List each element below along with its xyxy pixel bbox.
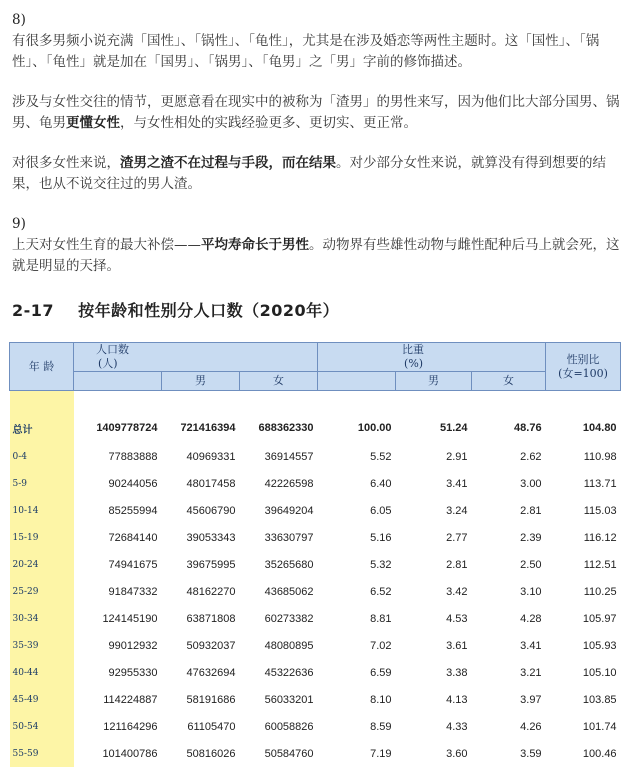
value-cell: 48.76: [514, 422, 542, 434]
value-cell: 48162270: [186, 585, 236, 598]
value-cell: 101.74: [582, 720, 617, 733]
value-cell: 3.59: [520, 747, 542, 760]
value-cell: 6.05: [370, 504, 392, 517]
value-cell: 61105470: [187, 720, 236, 733]
value-cell: 110.25: [583, 585, 617, 598]
population-table-container: [9, 342, 620, 760]
age-group-cell: 50-54: [10, 713, 74, 740]
value-cell: 3.24: [446, 504, 468, 517]
age-group-cell: 总计: [10, 413, 74, 443]
value-cell: 114224887: [103, 693, 158, 706]
table-row: [10, 497, 621, 524]
value-cell: 60058826: [264, 720, 314, 733]
table-row: [10, 632, 621, 659]
header-population: 人口数 (人): [74, 343, 318, 372]
value-cell: 35265680: [264, 558, 314, 571]
value-cell: 63871808: [186, 612, 236, 625]
age-group-cell: 30-34: [10, 605, 74, 632]
header-population-female: 女: [240, 372, 318, 391]
paragraph: [12, 31, 623, 73]
table-row: [10, 686, 621, 713]
value-cell: 48017458: [186, 477, 236, 490]
paragraph-text: ，与女性相处的实践经验更多、更切实、更正常。: [120, 115, 417, 131]
age-group-cell: 20-24: [10, 551, 74, 578]
age-group-cell: 35-39: [10, 632, 74, 659]
value-cell: 45322636: [264, 666, 314, 679]
value-cell: 6.52: [370, 585, 392, 598]
value-cell: 56033201: [264, 693, 314, 706]
value-cell: 2.39: [520, 531, 542, 544]
age-group-cell: 0-4: [10, 443, 74, 470]
value-cell: 58191686: [186, 693, 236, 706]
population-table: [9, 342, 621, 767]
value-cell: 39649204: [264, 504, 314, 517]
value-cell: 51.24: [440, 422, 468, 434]
value-cell: 4.13: [446, 693, 468, 706]
value-cell: 8.10: [370, 693, 392, 706]
emphasis-text: 渣男之渣不在过程与手段，而在结果: [120, 155, 336, 171]
value-cell: 50584760: [264, 747, 314, 760]
value-cell: 2.77: [446, 531, 468, 544]
table-row: [10, 470, 621, 497]
value-cell: 124145190: [102, 612, 158, 625]
header-population-male: 男: [162, 372, 240, 391]
value-cell: 4.33: [446, 720, 468, 733]
value-cell: 39053343: [186, 531, 236, 544]
value-cell: 50932037: [186, 639, 236, 652]
value-cell: 2.91: [446, 450, 468, 463]
value-cell: 115.03: [583, 504, 617, 517]
value-cell: 5.16: [370, 531, 392, 544]
value-cell: 112.51: [583, 558, 617, 571]
header-ratio-female: 女: [472, 372, 546, 391]
value-cell: 105.93: [582, 639, 617, 652]
value-cell: 3.21: [520, 666, 542, 679]
value-cell: 6.40: [370, 477, 392, 490]
header-ratio-total-blank: [318, 372, 396, 391]
age-group-cell: 40-44: [10, 659, 74, 686]
value-cell: 721416394: [180, 422, 236, 434]
table-title-text: 按年龄和性别分人口数（2020年）: [78, 301, 340, 320]
value-cell: 1409778724: [96, 422, 158, 434]
emphasis-text: 更懂女性: [66, 115, 120, 131]
header-ratio-male: 男: [396, 372, 472, 391]
value-cell: 116.12: [583, 531, 617, 544]
value-cell: 101400786: [102, 747, 158, 760]
value-cell: 105.10: [582, 666, 617, 679]
value-cell: 100.46: [582, 747, 617, 760]
value-cell: 121164296: [103, 720, 158, 733]
value-cell: 47632694: [186, 666, 236, 679]
paragraph-text: 。对少部分女性来说，就算没有得到想要的结果，也从不说交往过的男人渣。: [12, 155, 606, 192]
paragraph: [12, 92, 623, 134]
value-cell: 6.59: [370, 666, 392, 679]
table-title: [12, 298, 339, 321]
paragraph: [12, 235, 623, 277]
table-code: 2-17: [12, 301, 55, 320]
value-cell: 91847332: [108, 585, 158, 598]
table-row: [10, 578, 621, 605]
value-cell: 72684140: [108, 531, 158, 544]
value-cell: 688362330: [258, 422, 314, 434]
table-total-row: [10, 413, 621, 443]
header-ratio: 比重 (%): [318, 343, 546, 372]
value-cell: 43685062: [264, 585, 314, 598]
paragraph-text: 。动物界有些雄性动物与雌性配种后马上就会死，这就是明显的天择。: [12, 237, 620, 274]
paragraph-text: 有很多男频小说充满「国性」、「锅性」、「龟性」，尤其是在涉及婚恋等两性主题时。这「国性」、「锅性」、「龟性」就是加在「国男」、「锅男」、「龟男」之「男」字前的修饰描述。: [12, 33, 600, 70]
value-cell: 50816026: [186, 747, 236, 760]
paragraph: [12, 153, 623, 195]
value-cell: 100.00: [357, 422, 392, 434]
emphasis-text: 平均寿命长于男性: [201, 237, 309, 253]
value-cell: 90244056: [108, 477, 158, 490]
table-row: [10, 605, 621, 632]
value-cell: 3.38: [446, 666, 468, 679]
section-number: 9): [12, 216, 26, 232]
value-cell: 45606790: [186, 504, 236, 517]
value-cell: 33630797: [264, 531, 314, 544]
value-cell: 3.10: [520, 585, 542, 598]
value-cell: 3.41: [446, 477, 468, 490]
value-cell: 2.50: [520, 558, 542, 571]
header-population-total-blank: [74, 372, 162, 391]
age-group-cell: 5-9: [10, 470, 74, 497]
value-cell: 7.19: [370, 747, 392, 760]
value-cell: 113.71: [583, 477, 617, 490]
table-row: [10, 740, 621, 767]
value-cell: 5.52: [370, 450, 392, 463]
value-cell: 3.60: [446, 747, 468, 760]
paragraph-text: 上天对女性生育的最大补偿——: [12, 237, 201, 253]
value-cell: 99012932: [108, 639, 158, 652]
age-group-cell: 25-29: [10, 578, 74, 605]
value-cell: 5.32: [370, 558, 392, 571]
value-cell: 3.41: [520, 639, 542, 652]
value-cell: 110.98: [583, 450, 617, 463]
table-row: [10, 713, 621, 740]
value-cell: 7.02: [370, 639, 392, 652]
value-cell: 8.81: [370, 612, 392, 625]
table-row: [10, 659, 621, 686]
section-number: 8): [12, 12, 26, 28]
table-row: [10, 443, 621, 470]
table-row: [10, 524, 621, 551]
value-cell: 40969331: [186, 450, 236, 463]
value-cell: 2.81: [520, 504, 542, 517]
header-sex-ratio: 性别比 (女=100): [546, 343, 621, 391]
paragraph-text: 涉及与女性交往的情节，更愿意看在现实中的被称为「渣男」的男性来写，因为他们比大部分国男、锅男、龟男: [12, 94, 620, 131]
table-spacer-row: [10, 391, 621, 414]
value-cell: 4.28: [520, 612, 542, 625]
paragraph-text: 对很多女性来说，: [12, 155, 120, 171]
value-cell: 92955330: [108, 666, 158, 679]
value-cell: 104.80: [582, 422, 617, 434]
value-cell: 4.53: [446, 612, 468, 625]
table-row: [10, 551, 621, 578]
value-cell: 3.97: [520, 693, 542, 706]
value-cell: 77883888: [108, 450, 158, 463]
header-age: 年 龄: [10, 343, 74, 391]
value-cell: 85255994: [108, 504, 158, 517]
age-group-cell: 55-59: [10, 740, 74, 767]
value-cell: 3.61: [446, 639, 468, 652]
value-cell: 36914557: [264, 450, 314, 463]
value-cell: 3.00: [520, 477, 542, 490]
value-cell: 4.26: [520, 720, 542, 733]
value-cell: 74941675: [108, 558, 158, 571]
value-cell: 60273382: [264, 612, 314, 625]
value-cell: 2.62: [520, 450, 542, 463]
age-group-cell: 10-14: [10, 497, 74, 524]
value-cell: 2.81: [446, 558, 468, 571]
value-cell: 39675995: [186, 558, 236, 571]
value-cell: 3.42: [446, 585, 468, 598]
value-cell: 42226598: [264, 477, 314, 490]
value-cell: 105.97: [582, 612, 617, 625]
value-cell: 48080895: [264, 639, 314, 652]
article-text: [0, 0, 635, 277]
value-cell: 8.59: [370, 720, 392, 733]
value-cell: 103.85: [582, 693, 617, 706]
age-group-cell: 15-19: [10, 524, 74, 551]
age-group-cell: 45-49: [10, 686, 74, 713]
